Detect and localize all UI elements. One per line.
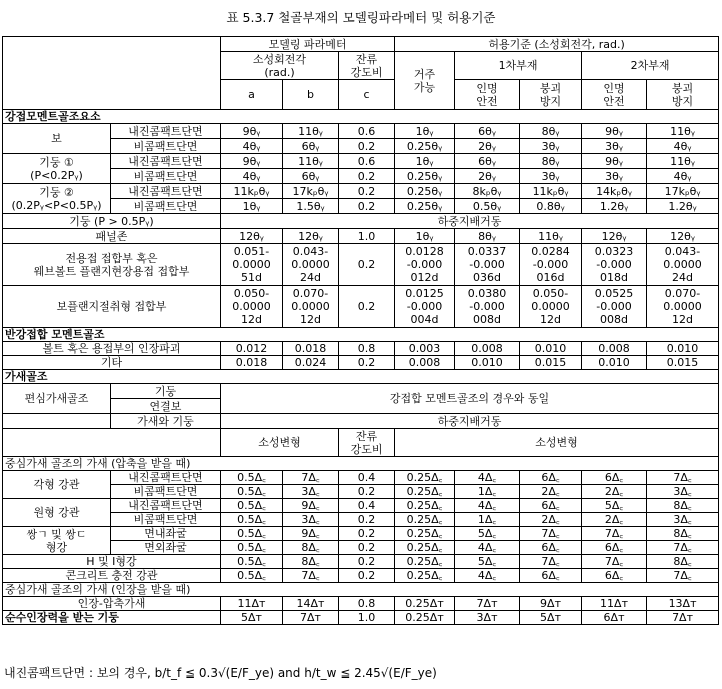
header-modeling: 모델링 파라메터 <box>221 37 395 52</box>
value-cell: 0.0323 -0.000 018d <box>582 244 647 286</box>
value-cell: 11θᵧ <box>283 124 339 139</box>
value-cell: 4θᵧ <box>647 169 719 184</box>
value-cell: 0.25Δ꜀ <box>395 541 455 555</box>
value-cell: 9θᵧ <box>582 124 647 139</box>
value-cell: 9Δ꜀ <box>283 527 339 541</box>
section-semi: 반강접합 모멘트골조 <box>3 328 719 342</box>
table-row <box>3 471 719 485</box>
value-cell: 8Δ꜀ <box>647 527 719 541</box>
value-cell: 0.25θᵧ <box>395 169 455 184</box>
table-cell: 콘크리트 충전 강관 <box>3 569 221 583</box>
value-cell: 11θᵧ <box>647 124 719 139</box>
value-cell: 0.25Δᴛ <box>395 597 455 611</box>
table-row <box>3 499 719 513</box>
value-cell: 0.5Δ꜀ <box>221 513 283 527</box>
value-cell: 0.2 <box>339 541 395 555</box>
value-cell: 3Δ꜀ <box>283 485 339 499</box>
value-cell: 1.2θᵧ <box>582 199 647 214</box>
value-cell: 11θᵧ <box>647 154 719 169</box>
table-row <box>3 457 719 471</box>
table-cell: 각형 강관 <box>3 471 111 499</box>
value-cell: 0.043- 0.0000 24d <box>283 244 339 286</box>
value-cell: 7Δ꜀ <box>582 527 647 541</box>
table-cell: 기둥 <box>111 384 221 399</box>
value-cell: 7Δ꜀ <box>582 555 647 569</box>
value-cell: 0.25θᵧ <box>395 199 455 214</box>
value-cell: 8θᵧ <box>520 154 582 169</box>
header-primary: 1차부재 <box>455 52 582 80</box>
table-row <box>3 597 719 611</box>
value-cell: 1θᵧ <box>395 154 455 169</box>
table-cell: 편심가새골조 <box>3 384 111 414</box>
value-cell: 12θᵧ <box>582 229 647 244</box>
table-cell: 인명 안전 <box>455 80 520 110</box>
table-row <box>3 555 719 569</box>
value-cell: 8kₚθᵧ <box>455 184 520 199</box>
value-cell: 1.2θᵧ <box>647 199 719 214</box>
value-cell: 8θᵧ <box>520 124 582 139</box>
value-cell: 0.015 <box>520 356 582 370</box>
table-cell: 패널존 <box>3 229 221 244</box>
value-cell: 0.6 <box>339 154 395 169</box>
table-row <box>3 184 719 199</box>
table-row <box>3 485 719 499</box>
table-cell: 중심가새 골조의 가새 (인장을 받을 때) <box>3 583 719 597</box>
value-cell: 8Δ꜀ <box>283 555 339 569</box>
table-row <box>3 384 719 399</box>
value-cell: 3θᵧ <box>520 169 582 184</box>
value-cell: 0.070- 0.0000 12d <box>283 286 339 328</box>
value-cell: 0.25Δ꜀ <box>395 485 455 499</box>
value-cell: 6Δᴛ <box>582 611 647 625</box>
value-cell: 6θᵧ <box>283 169 339 184</box>
table-row <box>3 139 719 154</box>
value-cell: 0.25Δᴛ <box>395 611 455 625</box>
value-cell: 1.5θᵧ <box>283 199 339 214</box>
value-cell: 2Δ꜀ <box>520 513 582 527</box>
value-cell: 0.5Δ꜀ <box>221 555 283 569</box>
value-cell: 5Δ꜀ <box>582 499 647 513</box>
value-cell: 6θᵧ <box>283 139 339 154</box>
value-cell: 6Δ꜀ <box>520 569 582 583</box>
value-cell: 0.2 <box>339 184 395 199</box>
table-row <box>3 214 719 229</box>
value-cell: 1.0 <box>339 611 395 625</box>
table-cell: 인명 안전 <box>582 80 647 110</box>
value-cell: 0.2 <box>339 527 395 541</box>
table-cell: 내진콤팩트단면 <box>111 471 221 485</box>
table-row <box>3 583 719 597</box>
table-row <box>3 286 719 328</box>
header-criteria: 허용기준 (소성회전각, rad.) <box>395 37 719 52</box>
value-cell: 7Δ꜀ <box>283 471 339 485</box>
value-cell: 6Δ꜀ <box>520 541 582 555</box>
value-cell: 0.050- 0.0000 12d <box>221 286 283 328</box>
value-cell: 0.2 <box>339 555 395 569</box>
value-cell: 6Δ꜀ <box>582 541 647 555</box>
value-cell: 4Δ꜀ <box>455 499 520 513</box>
value-cell: 4θᵧ <box>647 139 719 154</box>
value-cell: 0.5Δ꜀ <box>221 499 283 513</box>
table-cell: 면외좌굴 <box>111 541 221 555</box>
value-cell: 0.0284 -0.000 016d <box>520 244 582 286</box>
value-cell: 7Δ꜀ <box>647 541 719 555</box>
table-cell: 면내좌굴 <box>111 527 221 541</box>
value-cell: 0.2 <box>339 286 395 328</box>
section-braced: 가새골조 <box>3 370 719 384</box>
table-cell: 비콤팩트단면 <box>111 485 221 499</box>
value-cell: 0.4 <box>339 471 395 485</box>
header-residual: 잔류 강도비 <box>339 52 395 80</box>
value-cell: 0.012 <box>221 342 283 356</box>
value-cell: 17kₚθᵧ <box>647 184 719 199</box>
criteria-table <box>2 36 719 625</box>
table-row <box>3 429 719 457</box>
value-cell: 0.25Δ꜀ <box>395 555 455 569</box>
value-cell: 14kₚθᵧ <box>582 184 647 199</box>
value-cell: 5Δᴛ <box>520 611 582 625</box>
value-cell: 6θᵧ <box>455 124 520 139</box>
value-cell: 9θᵧ <box>221 154 283 169</box>
value-cell: 0.8 <box>339 597 395 611</box>
value-cell: 4Δ꜀ <box>455 569 520 583</box>
table-row <box>3 328 719 342</box>
value-cell: 2Δ꜀ <box>582 485 647 499</box>
value-cell: 0.043- 0.0000 24d <box>647 244 719 286</box>
header-secondary: 2차부재 <box>582 52 719 80</box>
value-cell: 4Δ꜀ <box>455 541 520 555</box>
table-cell: 내진콤팩트단면 <box>111 154 221 169</box>
value-cell: 0.024 <box>283 356 339 370</box>
value-cell: 11Δᴛ <box>221 597 283 611</box>
table-cell: 비콤팩트단면 <box>111 139 221 154</box>
value-cell: 3Δᴛ <box>455 611 520 625</box>
table-cell: H 및 I형강 <box>3 555 221 569</box>
table-cell: 강접합 모멘트골조의 경우와 동일 <box>221 384 719 414</box>
value-cell: 0.0525 -0.000 008d <box>582 286 647 328</box>
value-cell: 2θᵧ <box>455 139 520 154</box>
row-label: 기둥 ② (0.2Pᵧ<P<0.5Pᵧ) <box>3 184 111 214</box>
value-cell: 0.2 <box>339 356 395 370</box>
value-cell: 2Δ꜀ <box>582 513 647 527</box>
value-cell: 12θᵧ <box>283 229 339 244</box>
section-moment: 강접모멘트골조요소 <box>3 110 719 124</box>
table-row <box>3 611 719 625</box>
table-cell: 전용접 접합부 혹은 웨브볼트 플랜지현장용접 접합부 <box>3 244 221 286</box>
value-cell: 1θᵧ <box>221 199 283 214</box>
value-cell: 9θᵧ <box>582 154 647 169</box>
table-row <box>3 356 719 370</box>
value-cell: 0.5Δ꜀ <box>221 471 283 485</box>
value-cell: 0.25Δ꜀ <box>395 471 455 485</box>
value-cell: 7Δ꜀ <box>647 471 719 485</box>
value-cell: 0.4 <box>339 499 395 513</box>
value-cell: 12θᵧ <box>647 229 719 244</box>
value-cell: 0.5Δ꜀ <box>221 541 283 555</box>
value-cell: 7Δ꜀ <box>520 555 582 569</box>
value-cell: 4θᵧ <box>221 169 283 184</box>
table-row <box>3 199 719 214</box>
row-label: 기둥 ① (P<0.2Pᵧ) <box>3 154 111 184</box>
value-cell: 9Δᴛ <box>520 597 582 611</box>
value-cell: 1Δ꜀ <box>455 513 520 527</box>
value-cell: 13Δᴛ <box>647 597 719 611</box>
value-cell: 17kₚθᵧ <box>283 184 339 199</box>
table-cell: 비콤팩트단면 <box>111 199 221 214</box>
value-cell: 11θᵧ <box>520 229 582 244</box>
table-cell: 연결보 <box>111 399 221 414</box>
value-cell: 4Δ꜀ <box>455 471 520 485</box>
table-cell: 내진콤팩트단면 <box>111 184 221 199</box>
value-cell: 0.070- 0.0000 12d <box>647 286 719 328</box>
value-cell: 8Δ꜀ <box>283 541 339 555</box>
value-cell: 2θᵧ <box>455 169 520 184</box>
table-cell: 기타 <box>3 356 221 370</box>
value-cell: 0.051- 0.0000 51d <box>221 244 283 286</box>
value-cell: 0.2 <box>339 485 395 499</box>
table-cell: 하중지배거동 <box>221 414 719 429</box>
value-cell: 6Δ꜀ <box>520 471 582 485</box>
value-cell: 0.003 <box>395 342 455 356</box>
table-cell: 중심가새 골조의 가새 (압축을 받을 때) <box>3 457 719 471</box>
header-plastic: 소성회전각 (rad.) <box>221 52 339 80</box>
table-row <box>3 110 719 124</box>
table-cell: 비콤팩트단면 <box>111 169 221 184</box>
table-cell: a <box>221 80 283 110</box>
value-cell: 0.008 <box>395 356 455 370</box>
value-cell: 0.2 <box>339 513 395 527</box>
table-row <box>3 513 719 527</box>
value-cell: 0.008 <box>582 342 647 356</box>
value-cell: 6Δ꜀ <box>582 471 647 485</box>
value-cell: 0.008 <box>455 342 520 356</box>
value-cell: 7Δᴛ <box>647 611 719 625</box>
value-cell: 0.0380 -0.000 008d <box>455 286 520 328</box>
value-cell: 0.5Δ꜀ <box>221 485 283 499</box>
table-cell <box>3 37 221 110</box>
value-cell: 0.2 <box>339 244 395 286</box>
value-cell: 3θᵧ <box>582 139 647 154</box>
table-cell <box>3 414 111 429</box>
table-row <box>3 414 719 429</box>
value-cell: 7Δ꜀ <box>283 569 339 583</box>
value-cell: 6Δ꜀ <box>582 569 647 583</box>
value-cell: 0.050- 0.0000 12d <box>520 286 582 328</box>
table-row <box>3 154 719 169</box>
value-cell: 1θᵧ <box>395 124 455 139</box>
table-row <box>3 229 719 244</box>
value-cell: 0.010 <box>582 356 647 370</box>
table-cell: 볼트 혹은 용접부의 인장파괴 <box>3 342 221 356</box>
value-cell: 0.5Δ꜀ <box>221 527 283 541</box>
value-cell: 8Δ꜀ <box>647 499 719 513</box>
value-cell: 7Δᴛ <box>455 597 520 611</box>
value-cell: 11θᵧ <box>283 154 339 169</box>
value-cell: 8Δ꜀ <box>647 555 719 569</box>
value-cell: 0.25Δ꜀ <box>395 513 455 527</box>
value-cell: 9θᵧ <box>221 124 283 139</box>
value-cell: 0.2 <box>339 139 395 154</box>
value-cell: 3Δ꜀ <box>283 513 339 527</box>
value-cell: 0.010 <box>647 342 719 356</box>
table-cell: 소성변형 <box>395 429 719 457</box>
table-cell: 소성변형 <box>221 429 339 457</box>
value-cell: 1.0 <box>339 229 395 244</box>
table-row <box>3 527 719 541</box>
table-cell: 기둥 (P > 0.5Pᵧ) <box>3 214 221 229</box>
table-cell: 붕괴 방지 <box>647 80 719 110</box>
value-cell: 14Δᴛ <box>283 597 339 611</box>
table-cell: 쌍ㄱ 및 쌍ㄷ 형강 <box>3 527 111 555</box>
value-cell: 7Δᴛ <box>283 611 339 625</box>
value-cell: 2Δ꜀ <box>520 485 582 499</box>
value-cell: 3Δ꜀ <box>647 485 719 499</box>
value-cell: 1Δ꜀ <box>455 485 520 499</box>
value-cell: 11kₚθᵧ <box>221 184 283 199</box>
header-occupancy: 거주 가능 <box>395 52 455 110</box>
section-tension: 순수인장력을 받는 기둥 <box>3 611 221 625</box>
table-row <box>3 370 719 384</box>
value-cell: 0.0337 -0.000 036d <box>455 244 520 286</box>
value-cell: 8θᵧ <box>455 229 520 244</box>
value-cell: 0.5Δ꜀ <box>221 569 283 583</box>
value-cell: 0.2 <box>339 169 395 184</box>
value-cell: 7Δ꜀ <box>520 527 582 541</box>
table-row <box>3 342 719 356</box>
value-cell: 0.015 <box>647 356 719 370</box>
value-cell: 6Δ꜀ <box>520 499 582 513</box>
table-cell: 내진콤팩트단면 <box>111 124 221 139</box>
value-cell: 0.010 <box>455 356 520 370</box>
table-cell: 비콤팩트단면 <box>111 513 221 527</box>
table-row <box>3 169 719 184</box>
table-cell: 원형 강관 <box>3 499 111 527</box>
value-cell: 5Δ꜀ <box>455 527 520 541</box>
table-cell: 내진콤팩트단면 <box>111 499 221 513</box>
table-cell: 붕괴 방지 <box>520 80 582 110</box>
value-cell: 6θᵧ <box>455 154 520 169</box>
table-title: 표 5.3.7 철골부재의 모델링파라메터 및 허용기준 <box>226 10 496 25</box>
value-cell: 4θᵧ <box>221 139 283 154</box>
value-cell: 0.25Δ꜀ <box>395 527 455 541</box>
table-cell: 잔류 강도비 <box>339 429 395 457</box>
table-cell <box>3 429 221 457</box>
value-cell: 5Δᴛ <box>221 611 283 625</box>
value-cell: 0.0125 -0.000 004d <box>395 286 455 328</box>
value-cell: 1θᵧ <box>395 229 455 244</box>
value-cell: 0.25Δ꜀ <box>395 569 455 583</box>
value-cell: 7Δ꜀ <box>647 569 719 583</box>
value-cell: 0.25θᵧ <box>395 139 455 154</box>
table-row <box>3 569 719 583</box>
table-row <box>3 244 719 286</box>
table-cell: b <box>283 80 339 110</box>
value-cell: 11kₚθᵧ <box>520 184 582 199</box>
footnote: 내진콤팩트단면 : 보의 경우, b/t_f ≦ 0.3√(E/F_ye) and h/t_w ≦ 2.45√(E/F_ye) <box>4 666 437 680</box>
table-cell: 보플랜지절취형 접합부 <box>3 286 221 328</box>
value-cell: 0.010 <box>520 342 582 356</box>
value-cell: 0.25Δ꜀ <box>395 499 455 513</box>
table-cell: 인장-압축가새 <box>3 597 221 611</box>
value-cell: 3θᵧ <box>520 139 582 154</box>
table-cell: c <box>339 80 395 110</box>
value-cell: 0.8θᵧ <box>520 199 582 214</box>
table-row <box>3 541 719 555</box>
value-cell: 0.2 <box>339 199 395 214</box>
value-cell: 0.018 <box>221 356 283 370</box>
table-row <box>3 124 719 139</box>
value-cell: 0.2 <box>339 569 395 583</box>
value-cell: 5Δ꜀ <box>455 555 520 569</box>
value-cell: 9Δ꜀ <box>283 499 339 513</box>
row-label: 보 <box>3 124 111 154</box>
value-cell: 0.018 <box>283 342 339 356</box>
value-cell: 11Δᴛ <box>582 597 647 611</box>
value-cell: 0.8 <box>339 342 395 356</box>
value-cell: 3Δ꜀ <box>647 513 719 527</box>
table-cell: 하중지배거동 <box>221 214 719 229</box>
value-cell: 0.25θᵧ <box>395 184 455 199</box>
value-cell: 3θᵧ <box>582 169 647 184</box>
value-cell: 0.5θᵧ <box>455 199 520 214</box>
table-cell: 가새와 기둥 <box>111 414 221 429</box>
value-cell: 0.0128 -0.000 012d <box>395 244 455 286</box>
value-cell: 0.6 <box>339 124 395 139</box>
table-row <box>3 37 719 52</box>
value-cell: 12θᵧ <box>221 229 283 244</box>
